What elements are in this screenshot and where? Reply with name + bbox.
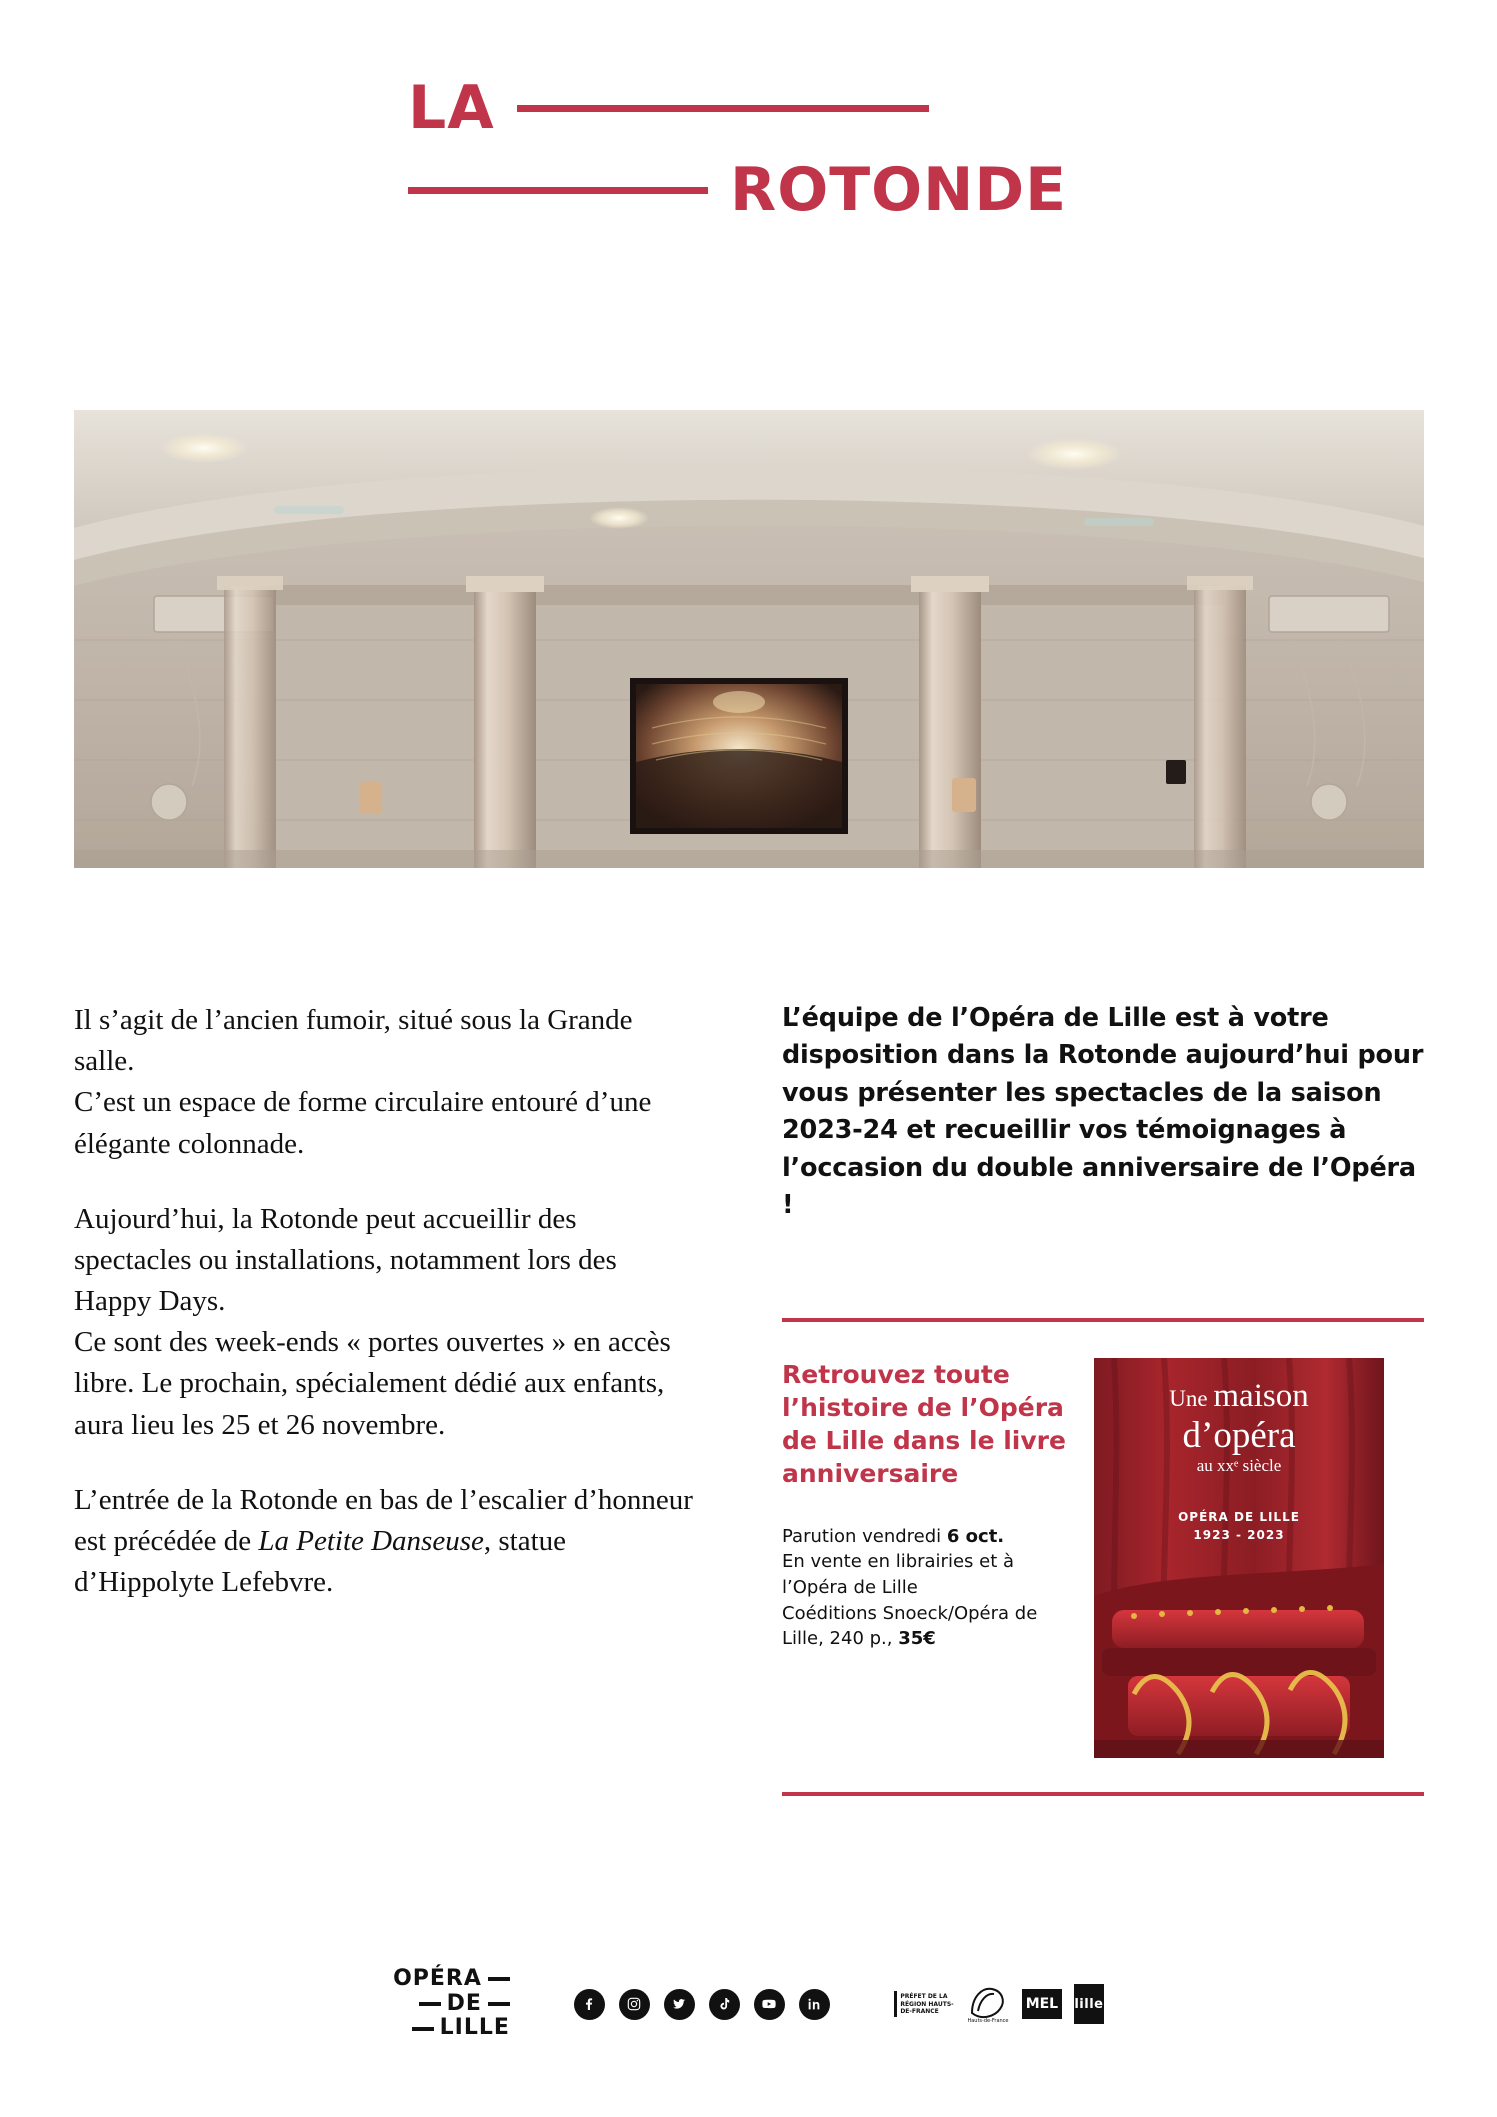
promo-line3-bold: 35€ <box>898 1628 936 1650</box>
title-row-la <box>0 73 1497 143</box>
divider-top <box>782 1318 1424 1322</box>
footer <box>0 1967 1497 2041</box>
prefet-logo-text: PRÉFET DE LA RÉGION HAUTS-DE-FRANCE <box>900 1993 954 2015</box>
paragraph-3-before: L’entrée de la Rotonde en bas de l’escalier d’honneur est précédée de <box>74 1483 693 1557</box>
promo-line1-pre: Parution vendredi <box>782 1525 947 1547</box>
youtube-icon[interactable] <box>754 1989 785 2020</box>
book-cover-title <box>1094 1377 1384 1475</box>
rotonde-photo-illustration <box>74 410 1424 868</box>
page-title <box>0 73 1497 248</box>
book-title-opera: d’opéra <box>1182 1414 1296 1456</box>
logo-rule-2 <box>419 2002 441 2006</box>
social-links <box>574 1989 830 2020</box>
facebook-icon[interactable] <box>574 1989 605 2020</box>
book-title-siecle: au xxᵉ siècle <box>1196 1455 1282 1475</box>
divider-bottom <box>782 1792 1424 1796</box>
promo-line2: En vente en librairies et à l’Opéra de Lille <box>782 1551 1015 1598</box>
paragraph-2: Aujourd’hui, la Rotonde peut accueillir des spectacles ou installations, notamment lors des Happy Days. Ce sont des week-ends « portes ouvertes » en accès libre. Le prochain, spécialement dédié aux enfants, aura lieu les 25 et 26 novembre. <box>74 1202 671 1441</box>
prefet-hauts-de-france-logo <box>894 1984 954 2024</box>
book-cover-badge <box>1178 1508 1300 1544</box>
right-column <box>782 1000 1424 1796</box>
book-promo-heading: Retrouvez toute l’histoire de l’Opéra de Lille dans le livre anniversaire <box>782 1359 1066 1488</box>
promo-line1-bold: 6 oct. <box>946 1525 1005 1547</box>
promo-line3-pre: Coéditions Snoeck/Opéra de Lille, 240 p., <box>782 1602 1038 1650</box>
ville-de-lille-logo <box>1074 1982 1104 2026</box>
region-logo-mark <box>966 1983 1010 2025</box>
book-badge-line2: 1923 - 2023 <box>1193 1527 1285 1542</box>
mel-logo <box>1022 1982 1062 2026</box>
logo-text-opera: OPÉRA <box>393 1966 482 1992</box>
book-title-une: Une <box>1169 1385 1214 1411</box>
region-hauts-de-france-logo <box>966 1982 1010 2026</box>
logo-rule-3 <box>488 2002 510 2006</box>
statue-title: La Petite Danseuse <box>258 1524 484 1557</box>
logo-text-lille: LILLE <box>439 2015 510 2041</box>
book-title-maison: maison <box>1213 1377 1309 1414</box>
prefet-flag-bar <box>894 1991 897 2017</box>
title-word-rotonde: ROTONDE <box>730 155 1068 225</box>
title-rule-left <box>408 187 708 194</box>
paragraph-3 <box>74 1480 699 1604</box>
title-rule-right <box>517 105 929 112</box>
opera-de-lille-logo <box>393 1967 510 2041</box>
mel-logo-text: MEL <box>1022 1989 1062 2019</box>
book-promo-details <box>782 1524 1072 1652</box>
book-title-line2 <box>1094 1414 1384 1456</box>
logo-line-1 <box>393 1967 510 1992</box>
tiktok-icon[interactable] <box>709 1989 740 2020</box>
logo-rule-4 <box>412 2027 434 2031</box>
logo-rule-1 <box>488 1977 510 1981</box>
region-logo-text: Hauts-de-France <box>967 2018 1009 2025</box>
logo-line-3 <box>393 2016 510 2041</box>
paragraph-3-after: , statue d’Hippolyte Lefebvre. <box>74 1524 567 1599</box>
logo-text-de: DE <box>446 1990 482 2016</box>
book-cover-image <box>1094 1358 1384 1758</box>
instagram-icon[interactable] <box>619 1989 650 2020</box>
lead-paragraph: L’équipe de l’Opéra de Lille est à votre disposition dans la Rotonde aujourd’hui pour vous présenter les spectacles de la saison 2023-24 et recueillir vos témoignages à l’occasion du double anniversaire de l’Opéra ! <box>782 1003 1424 1221</box>
logo-line-2 <box>393 1992 510 2017</box>
book-promo-text <box>782 1358 1072 1758</box>
partner-logos <box>894 1982 1104 2026</box>
twitter-icon[interactable] <box>664 1989 695 2020</box>
book-title-line1 <box>1094 1377 1384 1414</box>
paragraph-1: Il s’agit de l’ancien fumoir, situé sous la Grande salle. C’est un espace de forme circulaire entouré d’une élégante colonnade. <box>74 1004 652 1160</box>
linkedin-icon[interactable] <box>799 1989 830 2020</box>
book-title-line3 <box>1094 1457 1384 1474</box>
book-badge-line1: OPÉRA DE LILLE <box>1178 1509 1300 1524</box>
lille-logo-text: lille <box>1074 1984 1104 2024</box>
book-promo <box>782 1358 1424 1758</box>
title-row-rotonde <box>0 155 1497 225</box>
left-text-column <box>74 1000 699 1603</box>
rotonde-photo <box>74 410 1424 868</box>
title-word-la: LA <box>408 73 495 143</box>
